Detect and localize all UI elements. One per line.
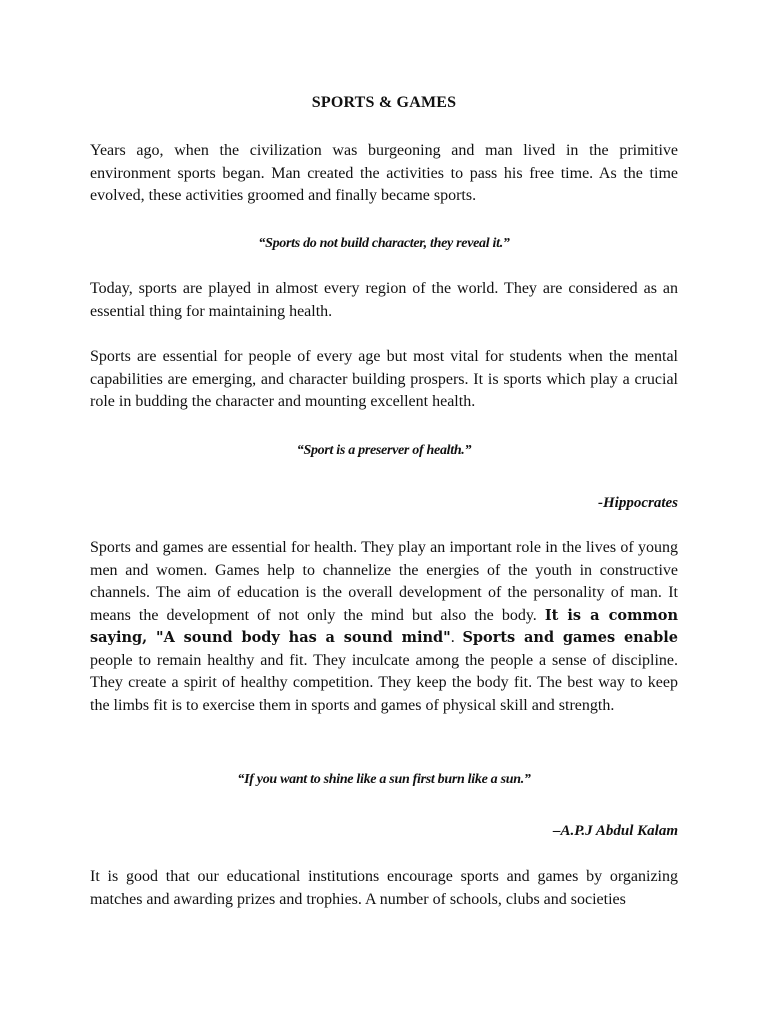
paragraph-today: Today, sports are played in almost every region of the world. They are considered as an essential thing for maintaining health. xyxy=(90,280,678,320)
quote-sun: “If you want to shine like a sun first burn like a sun.” xyxy=(237,772,531,787)
paragraph-intro: Years ago, when the civilization was burgeoning and man lived in the primitive environment sports began. Man created the activities to pass his free time. As the time evolved, these activities groomed and finally became sports. xyxy=(90,142,678,204)
paragraph-health xyxy=(90,537,678,717)
sports-enable-text: Sports and games enable xyxy=(462,629,678,646)
paragraph-institutions: It is good that our educational institutions encourage sports and games by organizing matches and awarding prizes and trophies. A number of schools, clubs and societies xyxy=(90,868,678,908)
paragraph-essential: Sports are essential for people of every age but most vital for students when the mental capabilities are emerging, and character building prospers. It is sports which play a crucial role in budding the character and mounting excellent health. xyxy=(90,348,678,410)
paragraph-health-text-1: Sports and games are essential for health. They play an important role in the lives of young men and women. Games help to channelize the energies of the youth in constructive channels. The aim of education is the overall development of the personality of man. It means the development of not only the mind but also the body. xyxy=(90,539,678,624)
quote-character: “Sports do not build character, they reveal it.” xyxy=(258,236,510,251)
document-title: SPORTS & GAMES xyxy=(311,94,457,111)
attribution-hippocrates: -Hippocrates xyxy=(598,495,678,511)
quote-health: “Sport is a preserver of health.” xyxy=(296,443,472,458)
common-saying-text: It is a common saying, "A sound body has a sound mind" xyxy=(90,606,678,646)
paragraph-health-separator: . xyxy=(450,629,463,646)
attribution-kalam: –A.P.J Abdul Kalam xyxy=(552,823,678,839)
paragraph-health-text-2: people to remain healthy and fit. They inculcate among the people a sense of discipline. They create a spirit of healthy competition. They keep the body fit. The best way to keep the limbs fit is to exercise them in sports and games of physical skill and strength. xyxy=(90,651,678,714)
